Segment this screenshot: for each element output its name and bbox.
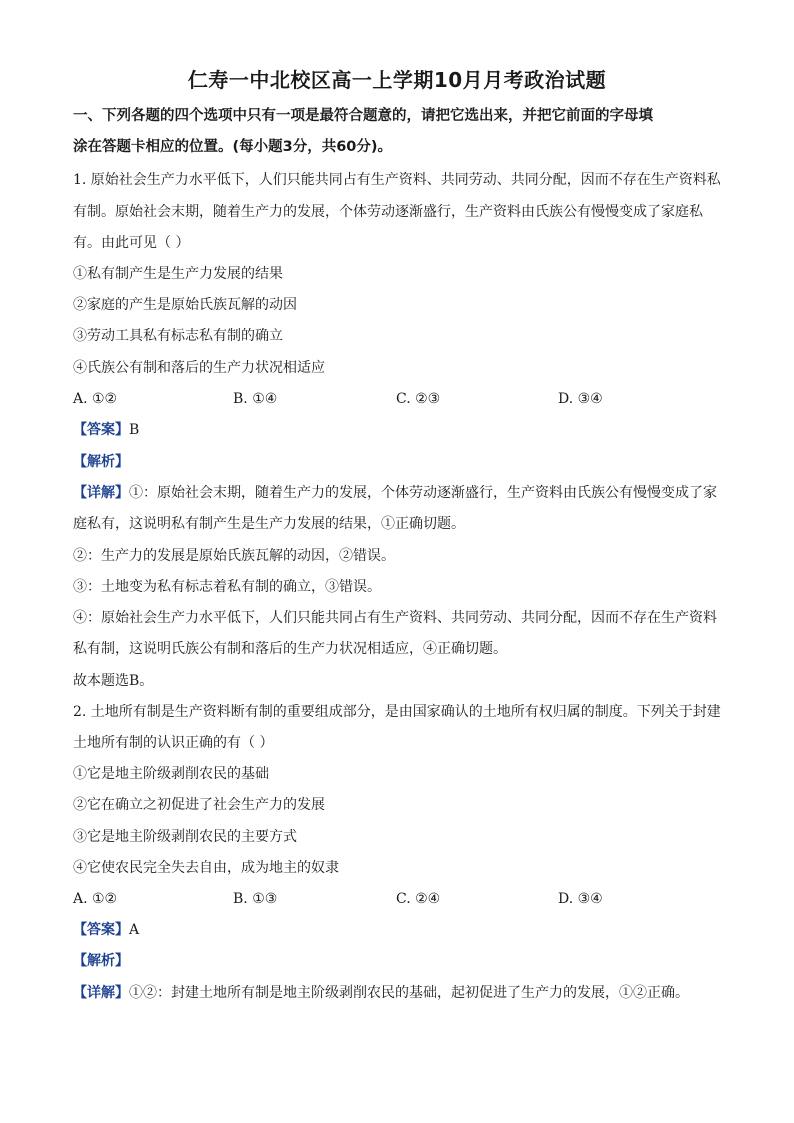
q1-conclusion: 故本题选B。 [73,673,154,689]
q2-detail-line1 [73,983,723,1003]
q1-analysis [73,452,723,472]
q2-option-d: D. ③④ [558,891,603,907]
q2-item-3: ③它是地主阶级剥削农民的主要方式 [73,829,297,845]
q2-option-a: A. ①② [73,891,118,907]
q1-stem-line2: 有制。原始社会末期，随着生产力的发展，个体劳动逐渐盛行，生产资料由氏族公有慢慢变成了家庭私 [73,204,703,220]
q2-option-c: C. ②④ [396,891,441,907]
q1-detail-line3: ②：生产力的发展是原始氏族瓦解的动因，②错误。 [73,548,395,564]
section-heading-line1: 一、下列各题的四个选项中只有一项是最符合题意的，请把它选出来，并把它前面的字母填 [73,108,653,124]
q1-option-a: A. ①② [73,391,118,407]
q1-detail-label: 【详解】 [73,485,129,501]
q1-item-1: ①私有制产生是生产力发展的结果 [73,266,283,282]
q1-stem-line1: 1. 原始社会生产力水平低下，人们只能共同占有生产资料、共同劳动、共同分配，因而不存在生产资料私 [73,172,721,188]
q1-detail-line2: 庭私有，这说明私有制产生是生产力发展的结果，①正确切题。 [73,516,465,532]
q1-detail-text1: ①：原始社会末期，随着生产力的发展，个体劳动逐渐盛行，生产资料由氏族公有慢慢变成了家 [129,485,717,501]
q2-item-2: ②它在确立之初促进了社会生产力的发展 [73,797,325,813]
q1-answer-value: B [129,422,140,438]
q2-answer-value: A [129,922,140,938]
q1-detail-line4: ③：土地变为私有标志着私有制的确立，③错误。 [73,579,381,595]
q2-detail-text1: ①②：封建土地所有制是地主阶级剥削农民的基础，起初促进了生产力的发展，①②正确。 [129,985,689,1001]
q2-stem-line2: 土地所有制的认识正确的有（ ） [73,735,274,751]
q1-analysis-label: 【解析】 [73,454,129,470]
q2-analysis [73,951,723,971]
q1-detail-line1 [73,483,723,503]
q1-item-4: ④氏族公有制和落后的生产力状况相适应 [73,360,325,376]
q1-detail-line6: 私有制，这说明氏族公有制和落后的生产力状况相适应，④正确切题。 [73,641,507,657]
q1-stem-line3: 有。由此可见（ ） [73,235,190,251]
page-title: 仁寿一中北校区高一上学期10月月考政治试题 [187,68,607,92]
q1-option-c: C. ②③ [396,391,441,407]
section-heading-line2: 涂在答题卡相应的位置。(每小题3分，共60分)。 [73,139,393,155]
q1-answer [73,420,723,440]
q2-item-1: ①它是地主阶级剥削农民的基础 [73,766,269,782]
q2-analysis-label: 【解析】 [73,953,129,969]
q1-item-2: ②家庭的产生是原始氏族瓦解的动因 [73,297,297,313]
q2-detail-label: 【详解】 [73,985,129,1001]
q2-option-b: B. ①③ [233,891,278,907]
q1-item-3: ③劳动工具私有标志私有制的确立 [73,328,283,344]
q1-option-b: B. ①④ [233,391,278,407]
q2-item-4: ④它使农民完全失去自由，成为地主的奴隶 [73,860,339,876]
q2-stem-line1: 2. 土地所有制是生产资料断有制的重要组成部分，是由国家确认的土地所有权归属的制度。下列关于封建 [73,704,721,720]
q1-option-d: D. ③④ [558,391,603,407]
q1-detail-line5: ④：原始社会生产力水平低下，人们只能共同占有生产资料、共同劳动、共同分配，因而不存在生产资料 [73,610,717,626]
q2-answer-label: 【答案】 [73,922,129,938]
q2-answer [73,920,723,940]
q1-answer-label: 【答案】 [73,422,129,438]
